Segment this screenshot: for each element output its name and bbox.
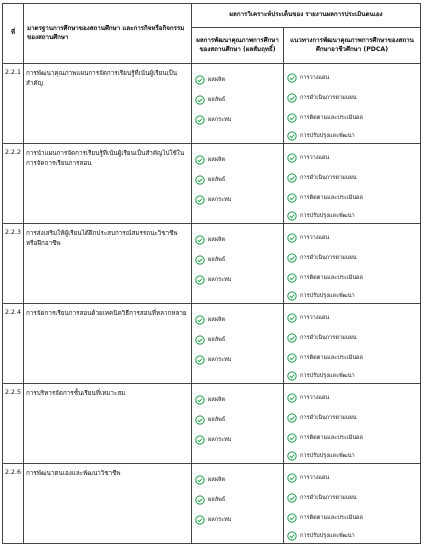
check-circle-icon <box>195 75 208 85</box>
outcome-cell <box>192 304 284 384</box>
pdca-item <box>287 370 355 382</box>
outcome-label: ผลลัพธ์ <box>208 337 226 343</box>
pdca-item <box>287 530 355 542</box>
pdca-label: การปรับปรุงและพัฒนา <box>300 213 355 219</box>
outcome-item <box>195 254 225 266</box>
check-circle-icon <box>287 173 300 183</box>
pdca-item <box>287 92 357 104</box>
header-outcome: ผลการพัฒนาคุณภาพการศึกษาของสถานศึกษา (ผลสัมฤทธิ์) <box>192 28 284 64</box>
pdca-item <box>287 450 355 462</box>
row-standard-text: การนำแผนการจัดการเรียนรู้ที่เน้นผู้เรียนเป็นสำคัญไปใช้ในการจัดการเรียนการสอน <box>24 144 192 224</box>
check-circle-icon <box>287 113 300 123</box>
outcome-label: ผลผลิต <box>208 77 226 83</box>
check-circle-icon <box>195 335 208 345</box>
check-circle-icon <box>287 253 300 263</box>
check-circle-icon <box>195 275 208 285</box>
outcome-label: ผลลัพธ์ <box>208 177 226 183</box>
check-circle-icon <box>195 395 208 405</box>
row-standard-text: การพัฒนาตนเองและพัฒนาวิชาชีพ <box>24 464 192 544</box>
pdca-label: การติดตามและประเมินผล <box>300 515 363 521</box>
outcome-cell <box>192 64 284 144</box>
outcome-label: ผลผลิต <box>208 237 226 243</box>
check-circle-icon <box>287 493 300 503</box>
outcome-label: ผลลัพธ์ <box>208 257 226 263</box>
pdca-item <box>287 252 357 264</box>
outcome-item <box>195 334 225 346</box>
check-circle-icon <box>287 393 300 403</box>
pdca-label: การปรับปรุงและพัฒนา <box>300 533 355 539</box>
check-circle-icon <box>287 131 300 141</box>
pdca-label: การดำเนินการตามแผน <box>300 175 357 181</box>
table-row <box>3 384 421 464</box>
pdca-label: การดำเนินการตามแผน <box>300 495 357 501</box>
pdca-label: การวางแผน <box>300 235 330 241</box>
outcome-label: ผลผลิต <box>208 477 226 483</box>
pdca-cell <box>284 64 421 144</box>
outcome-item <box>195 494 225 506</box>
check-circle-icon <box>195 155 208 165</box>
outcome-label: ผลผลิต <box>208 397 226 403</box>
outcome-label: ผลกระทบ <box>208 197 232 203</box>
check-circle-icon <box>195 495 208 505</box>
check-circle-icon <box>287 273 300 283</box>
check-circle-icon <box>195 235 208 245</box>
check-circle-icon <box>195 415 208 425</box>
check-circle-icon <box>287 333 300 343</box>
check-circle-icon <box>287 73 300 83</box>
outcome-item <box>195 74 225 86</box>
outcome-label: ผลลัพธ์ <box>208 97 226 103</box>
check-circle-icon <box>195 355 208 365</box>
pdca-label: การวางแผน <box>300 315 330 321</box>
pdca-item <box>287 312 329 324</box>
pdca-cell <box>284 464 421 544</box>
outcome-item <box>195 434 231 446</box>
check-circle-icon <box>287 473 300 483</box>
outcome-label: ผลกระทบ <box>208 437 232 443</box>
row-number: 2.2.3 <box>3 224 24 304</box>
pdca-label: การติดตามและประเมินผล <box>300 435 363 441</box>
check-circle-icon <box>195 315 208 325</box>
pdca-item <box>287 112 363 124</box>
pdca-item <box>287 392 329 404</box>
row-number: 2.2.2 <box>3 144 24 224</box>
pdca-label: การดำเนินการตามแผน <box>300 255 357 261</box>
row-number: 2.2.5 <box>3 384 24 464</box>
row-standard-text: การส่งเสริมให้ผู้เรียนได้ฝึกประสบการณ์สมรรถนะวิชาชีพหรือฝึกอาชีพ <box>24 224 192 304</box>
check-circle-icon <box>195 175 208 185</box>
pdca-label: การติดตามและประเมินผล <box>300 355 363 361</box>
outcome-item <box>195 394 225 406</box>
pdca-item <box>287 130 355 142</box>
check-circle-icon <box>287 291 300 301</box>
pdca-item <box>287 332 357 344</box>
check-circle-icon <box>287 353 300 363</box>
check-circle-icon <box>287 531 300 541</box>
pdca-label: การดำเนินการตามแผน <box>300 415 357 421</box>
outcome-item <box>195 354 231 366</box>
pdca-item <box>287 192 363 204</box>
outcome-label: ผลกระทบ <box>208 357 232 363</box>
header-analysis-group: ผลการวิเคราะห์ประเด็นของ รายงานผลการประเมินตนเอง <box>192 4 421 28</box>
row-number: 2.2.4 <box>3 304 24 384</box>
pdca-label: การปรับปรุงและพัฒนา <box>300 453 355 459</box>
outcome-item <box>195 514 231 526</box>
outcome-item <box>195 314 225 326</box>
outcome-item <box>195 174 225 186</box>
pdca-item <box>287 492 357 504</box>
pdca-cell <box>284 224 421 304</box>
table-row <box>3 224 421 304</box>
outcome-cell <box>192 384 284 464</box>
pdca-label: การวางแผน <box>300 395 330 401</box>
pdca-item <box>287 152 329 164</box>
outcome-label: ผลผลิต <box>208 157 226 163</box>
check-circle-icon <box>287 433 300 443</box>
pdca-item <box>287 272 363 284</box>
outcome-item <box>195 274 231 286</box>
check-circle-icon <box>287 451 300 461</box>
outcome-item <box>195 414 225 426</box>
outcome-label: ผลลัพธ์ <box>208 417 226 423</box>
check-circle-icon <box>195 255 208 265</box>
check-circle-icon <box>195 435 208 445</box>
pdca-item <box>287 172 357 184</box>
pdca-label: การวางแผน <box>300 75 330 81</box>
check-circle-icon <box>287 513 300 523</box>
outcome-label: ผลผลิต <box>208 317 226 323</box>
outcome-item <box>195 234 225 246</box>
pdca-label: การติดตามและประเมินผล <box>300 275 363 281</box>
pdca-cell <box>284 304 421 384</box>
pdca-label: การดำเนินการตามแผน <box>300 95 357 101</box>
pdca-label: การวางแผน <box>300 155 330 161</box>
row-standard-text: การบริหารจัดการชั้นเรียนที่เหมาะสม <box>24 384 192 464</box>
pdca-cell <box>284 384 421 464</box>
pdca-label: การปรับปรุงและพัฒนา <box>300 373 355 379</box>
check-circle-icon <box>287 313 300 323</box>
check-circle-icon <box>287 233 300 243</box>
row-number: 2.2.6 <box>3 464 24 544</box>
outcome-item <box>195 154 225 166</box>
pdca-label: การดำเนินการตามแผน <box>300 335 357 341</box>
header-number: ที่ <box>3 4 24 64</box>
pdca-item <box>287 72 329 84</box>
pdca-item <box>287 290 355 302</box>
check-circle-icon <box>287 93 300 103</box>
outcome-item <box>195 94 225 106</box>
pdca-item <box>287 472 329 484</box>
pdca-item <box>287 232 329 244</box>
pdca-item <box>287 352 363 364</box>
pdca-label: การปรับปรุงและพัฒนา <box>300 133 355 139</box>
pdca-cell <box>284 144 421 224</box>
pdca-item <box>287 512 363 524</box>
check-circle-icon <box>195 515 208 525</box>
check-circle-icon <box>195 115 208 125</box>
check-circle-icon <box>195 195 208 205</box>
outcome-label: ผลกระทบ <box>208 517 232 523</box>
pdca-label: การติดตามและประเมินผล <box>300 195 363 201</box>
header-standard: มาตรฐานการศึกษาของสถานศึกษา และการกิจหรือกิจกรรมของสถานศึกษา <box>24 4 192 64</box>
table-row <box>3 304 421 384</box>
outcome-item <box>195 194 231 206</box>
outcome-item <box>195 474 225 486</box>
row-standard-text: การพัฒนาคุณภาพแผนการจัดการเรียนรู้ที่เน้นผู้เรียนเป็นสำคัญ <box>24 64 192 144</box>
pdca-label: การติดตามและประเมินผล <box>300 115 363 121</box>
check-circle-icon <box>287 413 300 423</box>
outcome-cell <box>192 144 284 224</box>
check-circle-icon <box>287 371 300 381</box>
outcome-cell <box>192 224 284 304</box>
outcome-label: ผลลัพธ์ <box>208 497 226 503</box>
pdca-item <box>287 412 357 424</box>
check-circle-icon <box>287 211 300 221</box>
row-number: 2.2.1 <box>3 64 24 144</box>
header-pdca: แนวทางการพัฒนาคุณภาพการศึกษาของสถานศึกษาอาชีวศึกษา (PDCA) <box>284 28 421 64</box>
check-circle-icon <box>195 95 208 105</box>
check-circle-icon <box>195 475 208 485</box>
pdca-item <box>287 432 363 444</box>
pdca-label: การปรับปรุงและพัฒนา <box>300 293 355 299</box>
check-circle-icon <box>287 193 300 203</box>
row-standard-text: การจัดการเรียนการสอนด้วยเทคนิควิธีการสอนที่หลากหลาย <box>24 304 192 384</box>
self-assessment-table <box>2 3 421 544</box>
outcome-label: ผลกระทบ <box>208 277 232 283</box>
table-row <box>3 464 421 544</box>
check-circle-icon <box>287 153 300 163</box>
outcome-cell <box>192 464 284 544</box>
outcome-item <box>195 114 231 126</box>
table-row <box>3 144 421 224</box>
pdca-label: การวางแผน <box>300 475 330 481</box>
pdca-item <box>287 210 355 222</box>
outcome-label: ผลกระทบ <box>208 117 232 123</box>
table-row <box>3 64 421 144</box>
